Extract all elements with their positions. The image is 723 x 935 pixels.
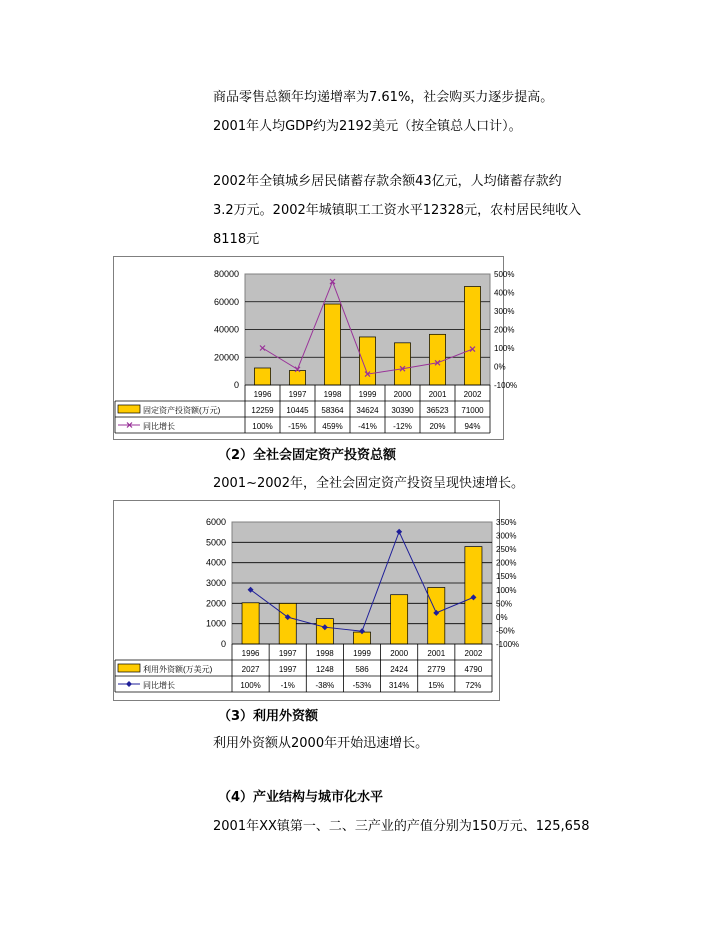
y-tick-right: 150%	[496, 572, 517, 582]
data-label-growth: 314%	[388, 681, 410, 690]
data-label-bar: 10445	[286, 406, 309, 415]
paragraph-line: 利用外资额从2000年开始迅速增长。	[213, 736, 429, 751]
caption-foreign-investment: （3）利用外资额	[218, 709, 319, 724]
legend-line-label: 同比增长	[143, 681, 175, 690]
data-label-bar: 1997	[278, 665, 297, 674]
data-label-growth: -53%	[352, 681, 372, 690]
bar	[324, 304, 340, 385]
y-tick-left: 40000	[213, 324, 239, 335]
bar	[359, 337, 375, 385]
x-tick-label: 2000	[390, 649, 409, 658]
data-label-bar: 1248	[315, 665, 334, 674]
data-label-bar: 2779	[427, 665, 446, 674]
x-tick-label: 1998	[315, 649, 334, 658]
legend-marker	[126, 681, 132, 687]
caption-fixed-asset: （2）全社会固定资产投资总额	[218, 448, 397, 463]
y-tick-left: 60000	[213, 296, 239, 307]
y-tick-right: -50%	[496, 626, 515, 636]
y-tick-left: 0	[233, 380, 239, 390]
data-label-bar: 2027	[241, 665, 260, 674]
data-label-bar: 36523	[426, 406, 449, 415]
x-tick-label: 1999	[358, 390, 377, 399]
data-label-growth: -1%	[280, 681, 295, 690]
y-tick-left: 3000	[205, 578, 226, 588]
legend-bar-label: 利用外资额(万美元)	[143, 665, 213, 674]
paragraph-line: 2001年XX镇第一、二、三产业的产值分别为150万元、125,658	[213, 819, 590, 834]
y-tick-left: 5000	[205, 537, 226, 548]
bar	[254, 368, 270, 385]
y-tick-right: -100%	[496, 640, 520, 649]
data-label-growth: -41%	[358, 422, 377, 431]
chart-foreign-investment	[113, 500, 520, 701]
caption-industry-structure: （4）产业结构与城市化水平	[218, 790, 384, 805]
data-label-growth: 15%	[428, 681, 445, 690]
y-tick-left: 4000	[205, 557, 226, 568]
y-tick-right: 250%	[496, 545, 517, 555]
bar	[242, 603, 259, 644]
legend-line-label: 同比增长	[143, 422, 175, 431]
bar	[394, 343, 410, 385]
data-label-bar: 71000	[461, 406, 484, 415]
y-tick-left: 1000	[205, 618, 226, 629]
data-label-growth: 100%	[240, 681, 261, 690]
data-label-growth: -12%	[393, 422, 412, 431]
paragraph-line: 3.2万元。2002年城镇职工工资水平12328元，农村居民纯收入	[213, 203, 582, 218]
x-tick-label: 2001	[428, 390, 447, 399]
y-tick-right: 0%	[496, 612, 508, 622]
data-label-bar: 34624	[356, 406, 379, 415]
y-tick-right: 100%	[496, 585, 517, 595]
data-label-growth: 459%	[322, 422, 343, 431]
x-tick-label: 2001	[427, 649, 446, 658]
y-tick-right: 300%	[494, 307, 515, 316]
paragraph-line: 2001~2002年，全社会固定资产投资呈现快速增长。	[213, 476, 525, 491]
legend-bar-swatch	[118, 405, 140, 413]
data-label-growth: 100%	[252, 422, 273, 431]
legend-bar-swatch	[118, 664, 140, 672]
y-tick-right: 300%	[496, 531, 517, 541]
bar	[289, 371, 305, 385]
x-tick-label: 2000	[393, 390, 412, 399]
bar	[316, 619, 333, 644]
x-tick-label: 1997	[278, 649, 297, 658]
y-tick-right: 50%	[496, 599, 513, 609]
x-tick-label: 2002	[463, 390, 482, 399]
y-tick-right: 350%	[496, 518, 517, 527]
bar	[391, 595, 408, 644]
y-tick-right: 0%	[494, 362, 506, 372]
x-tick-label: 1999	[353, 649, 371, 658]
data-label-bar: 586	[355, 665, 369, 674]
x-tick-label: 1996	[241, 649, 260, 658]
data-label-growth: 72%	[465, 681, 482, 690]
paragraph-line: 商品零售总额年均递增率为7.61%，社会购买力逐步提高。	[213, 90, 554, 105]
chart-svg	[114, 501, 520, 700]
paragraph-line: 2002年全镇城乡居民储蓄存款余额43亿元，人均储蓄存款约	[213, 174, 562, 189]
data-label-growth: -15%	[288, 422, 307, 431]
y-tick-right: 100%	[494, 344, 515, 353]
y-tick-left: 80000	[213, 269, 239, 279]
bar	[279, 603, 296, 644]
legend-bar-label: 固定资产投资额(万元)	[143, 406, 221, 415]
x-tick-label: 2002	[464, 649, 483, 658]
y-tick-right: 200%	[496, 558, 517, 568]
data-label-growth: -38%	[315, 681, 335, 690]
chart-svg	[114, 257, 518, 439]
y-tick-right: 500%	[494, 270, 515, 279]
x-tick-label: 1997	[288, 390, 307, 399]
data-label-bar: 4790	[464, 665, 483, 674]
y-tick-left: 20000	[213, 352, 239, 363]
data-label-bar: 58364	[321, 406, 344, 415]
x-tick-label: 1996	[253, 390, 272, 399]
data-label-bar: 2424	[390, 665, 409, 674]
y-tick-right: 400%	[494, 288, 515, 298]
y-tick-right: -100%	[494, 381, 518, 390]
y-tick-right: 200%	[494, 325, 515, 335]
bar	[429, 334, 445, 385]
y-tick-left: 6000	[205, 517, 226, 527]
y-tick-left: 2000	[205, 598, 226, 609]
chart-fixed-asset-investment	[113, 256, 518, 440]
paragraph-line: 8118元	[213, 232, 260, 247]
data-label-bar: 30390	[391, 406, 414, 415]
paragraph-line: 2001年人均GDP约为2192美元（按全镇总人口计）。	[213, 119, 522, 134]
bar	[464, 286, 480, 385]
data-label-bar: 12259	[251, 406, 274, 415]
x-tick-label: 1998	[323, 390, 342, 399]
data-label-growth: 20%	[429, 422, 446, 431]
data-label-growth: 94%	[464, 422, 481, 431]
y-tick-left: 0	[220, 639, 226, 649]
